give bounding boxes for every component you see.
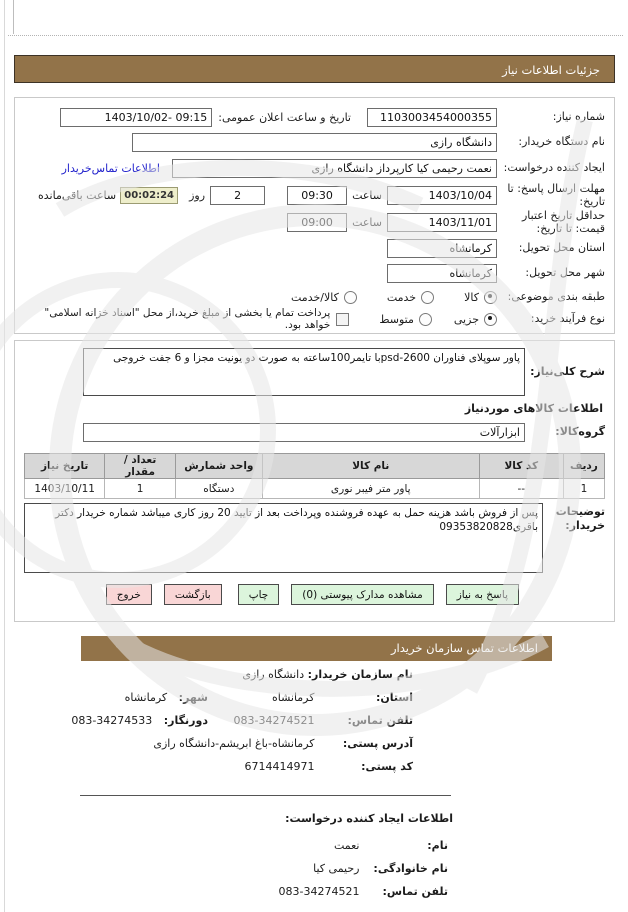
request-creator-label: ایجاد کننده درخواست: (503, 161, 605, 175)
goods-table-header-row (25, 454, 605, 479)
creator-phone-label: تلفن تماس: (382, 885, 448, 898)
reply-days-input[interactable] (210, 186, 265, 205)
creator-first-name-label: نام: (427, 839, 448, 852)
reply-deadline-time-input[interactable] (287, 186, 347, 205)
row-buyer-name (24, 130, 605, 155)
creator-first-name-value: نعمت (333, 839, 360, 852)
row-request-creator (24, 155, 605, 182)
radio-option-service[interactable] (387, 291, 434, 304)
goods-group-input[interactable] (83, 423, 525, 442)
need-number-label: شماره نیاز: (552, 110, 605, 124)
goods-col-name: نام کالا (262, 454, 479, 479)
treasury-note: پرداخت تمام یا بخشی از مبلغ خرید،از محل "اسناد خزانه اسلامی" خواهد بود. (44, 307, 331, 331)
reply-deadline-date-input[interactable] (387, 186, 497, 205)
row-need-number (24, 105, 605, 130)
price-validity-time-input[interactable] (287, 213, 347, 232)
need-description-label: شرح کلی‌نیاز: (530, 364, 605, 378)
row-buyer-notes (24, 503, 605, 573)
price-validity-date-input[interactable] (387, 213, 497, 232)
day-unit-label: روز (189, 189, 206, 202)
row-goods-group (24, 423, 605, 442)
buyer-contact-link[interactable]: اطلاعات تماس‌خریدار (61, 162, 160, 175)
request-creator-input[interactable] (172, 159, 497, 178)
radio-medium-label: متوسط (379, 312, 414, 326)
radio-goods-label: کالا (464, 290, 479, 304)
org-postal-value: 6714414971 (244, 760, 315, 773)
radio-service-label: خدمت (386, 290, 417, 304)
goods-col-qty: تعداد / مقدار (105, 454, 176, 479)
left-border-rule-top (13, 0, 14, 34)
back-button[interactable]: بازگشت (164, 584, 222, 605)
org-name-value: دانشگاه رازی (242, 668, 305, 681)
row-postal-address (14, 737, 453, 760)
goods-col-row: ردیف (563, 454, 604, 479)
subject-classification-label: طبقه بندی موضوعی: (507, 289, 605, 303)
org-city-value: کرمانشاه (124, 691, 168, 704)
radio-medium-icon[interactable] (419, 313, 432, 326)
row-postal-code (14, 760, 453, 783)
goods-table-row (25, 479, 605, 499)
delivery-province-input[interactable] (387, 239, 497, 258)
view-attachments-button[interactable]: مشاهده مدارک پیوستی (0) (291, 584, 433, 605)
buyer-name-input[interactable] (132, 133, 497, 152)
need-details-panel (14, 97, 615, 334)
row-price-validity (24, 209, 605, 236)
org-name-label: نام سازمان خریدار: (307, 668, 413, 681)
need-number-input[interactable] (367, 108, 497, 127)
radio-option-goods[interactable] (464, 291, 497, 304)
row-purchase-process (24, 308, 605, 330)
goods-group-label: گروه‌کالا: (555, 425, 605, 439)
org-address-value: کرمانشاه-باغ ابریشم-دانشگاه رازی (153, 737, 315, 750)
radio-option-medium[interactable] (379, 313, 432, 326)
need-body-panel (14, 340, 615, 622)
org-city-pair (125, 691, 208, 704)
radio-option-minor[interactable] (454, 313, 497, 326)
print-button[interactable]: چاپ (238, 584, 280, 605)
creator-last-name-value: رحیمی کیا (313, 862, 360, 875)
need-description-textarea[interactable] (83, 348, 525, 396)
radio-minor-icon[interactable] (484, 313, 497, 326)
row-creator-first-name (14, 839, 453, 862)
buyer-name-label: نام دستگاه خریدار: (518, 135, 605, 149)
reply-hour-label: ساعت (352, 189, 382, 202)
delivery-city-input[interactable] (387, 264, 497, 283)
goods-cell-row: 1 (563, 479, 604, 499)
row-creator-phone (14, 885, 453, 908)
org-province-label: استان: (376, 691, 413, 704)
top-dotted-divider (8, 35, 623, 36)
contact-divider (80, 795, 451, 796)
row-delivery-province (24, 236, 605, 261)
radio-goods-service-label: کالا/خدمت (291, 290, 339, 304)
radio-option-goods-service[interactable] (291, 291, 357, 304)
row-reply-deadline (24, 182, 605, 209)
row-province-city (14, 691, 453, 714)
goods-cell-qty: 1 (105, 479, 176, 499)
goods-col-code: کد کالا (479, 454, 563, 479)
reply-to-need-button[interactable]: پاسخ به نیاز (446, 584, 519, 605)
org-phone-label: تلفن تماس: (347, 714, 413, 727)
org-phone-value: 083-34274521 (233, 714, 315, 727)
org-province-value: کرمانشاه (271, 691, 315, 704)
goods-col-unit: واحد شمارش (175, 454, 262, 479)
purchase-process-label: نوع فرآیند خرید: (530, 311, 605, 325)
exit-button[interactable]: خروج (106, 584, 152, 605)
goods-table (24, 453, 605, 499)
goods-col-date: تاریخ نیاز (25, 454, 105, 479)
row-phone-fax (14, 714, 453, 737)
radio-minor-label: جزیی (453, 312, 479, 326)
treasury-checkbox[interactable] (336, 313, 349, 326)
validity-hour-label: ساعت (352, 216, 382, 229)
buyer-contact-block (14, 668, 453, 908)
publish-datetime-input[interactable] (60, 108, 212, 127)
remaining-hours-label: ساعت باقی‌مانده (38, 189, 117, 202)
creator-last-name-label: نام خانوادگی: (373, 862, 448, 875)
section-header-need-details-label: جزئیات اطلاعات نیاز (502, 63, 600, 77)
org-city-label: شهر: (178, 691, 208, 704)
radio-goods-service-icon[interactable] (344, 291, 357, 304)
reply-deadline-label: مهلت ارسال پاسخ: تا تاریخ: (507, 181, 605, 208)
org-fax-value: 083-34274533 (71, 714, 153, 727)
section-header-need-details (14, 55, 615, 83)
org-address-label: آدرس پستی: (342, 737, 413, 750)
delivery-city-label: شهر محل تحویل: (525, 266, 605, 280)
request-creator-heading: اطلاعات ایجاد کننده درخواست: (285, 812, 453, 825)
goods-section-heading: اطلاعات کالاهای موردنیاز (464, 402, 603, 415)
org-fax-label: دورنگار: (163, 714, 208, 727)
row-creator-last-name (14, 862, 453, 885)
org-postal-label: کد پستی: (361, 760, 413, 773)
creator-phone-value: 083-34274521 (278, 885, 360, 898)
goods-cell-code: -- (479, 479, 563, 499)
row-need-description (24, 348, 605, 396)
goods-cell-name: پاور متر فیبر نوری (262, 479, 479, 499)
row-org-name (14, 668, 453, 691)
price-validity-label: حداقل تاریخ اعتبار قیمت: تا تاریخ: (521, 208, 605, 235)
section-header-buyer-contact-label: اطلاعات تماس سازمان خریدار (390, 641, 538, 655)
org-fax-pair (71, 714, 208, 727)
row-subject-classification (24, 286, 605, 308)
section-header-buyer-contact (81, 636, 552, 661)
goods-cell-unit: دستگاه (175, 479, 262, 499)
radio-service-icon[interactable] (421, 291, 434, 304)
buyer-notes-textarea[interactable] (24, 503, 543, 573)
delivery-province-label: استان محل تحویل: (518, 241, 605, 255)
action-buttons-row (24, 584, 605, 605)
row-delivery-city (24, 261, 605, 286)
goods-cell-date: 1403/10/11 (25, 479, 105, 499)
buyer-notes-label: توضیحات خریدار: (555, 505, 605, 532)
radio-goods-icon[interactable] (484, 291, 497, 304)
left-border-rule (4, 0, 5, 912)
countdown-badge: 00:02:24 (120, 187, 178, 204)
publish-datetime-label: تاریخ و ساعت اعلان عمومی: (218, 111, 351, 124)
